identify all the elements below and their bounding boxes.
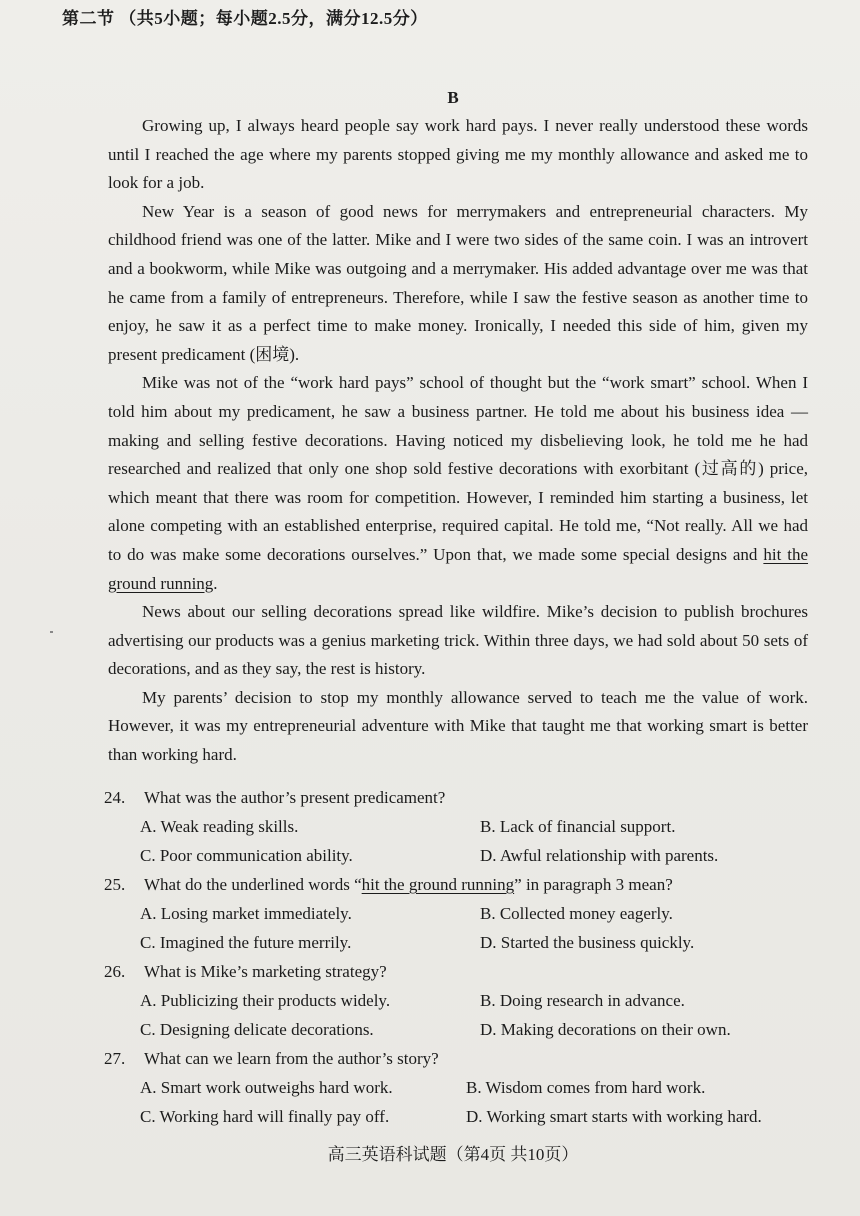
page-footer: 高三英语科试题（第4页 共10页） bbox=[327, 1145, 579, 1164]
options-row-cd bbox=[104, 928, 816, 957]
question-underlined-phrase: hit the ground running bbox=[361, 875, 515, 894]
question-number: 26. bbox=[104, 962, 126, 981]
question-text: What was the author’s present predicament? bbox=[144, 788, 446, 807]
option-a[interactable]: A. Losing market immediately. bbox=[140, 904, 352, 923]
paragraph-2: New Year is a season of good news for merrymakers and entrepreneurial characters. My childhood friend was one of the latter. Mike and I were two sides of the same coin. I was an introvert and a bookworm, while Mike was outgoing and a merrymaker. His added advantage over me was that he came from a family of entrepreneurs. Therefore, while I saw the festive season as another time to enjoy, he saw it as a perfect time to make money. Ironically, I needed this side of him, given my present predicament (困境). bbox=[108, 201, 808, 364]
option-b[interactable]: B. Wisdom comes from hard work. bbox=[466, 1078, 706, 1097]
question-number: 25. bbox=[104, 875, 126, 894]
question-26 bbox=[104, 957, 816, 1044]
paragraph-3-text: Mike was not of the “work hard pays” school of thought but the “work smart” school. When I told him about my predicament, he saw a business partner. He told me about his business idea — making and selling festive decorations. Having noticed my disbelieving look, he told me he had researched and realized that only one shop sold festive decorations with exorbitant (过高的) price, which meant that there was room for competition. However, I reminded him starting a business, let alone competing with an established enterprise, required capital. He told me, “Not really. All we had to do was make some decorations ourselves.” Upon that, we made some special designs and bbox=[108, 373, 808, 564]
question-text-end: ” in paragraph 3 mean? bbox=[514, 875, 673, 894]
paragraph-5: My parents’ decision to stop my monthly allowance served to teach me the value of work. However, it was my entrepreneurial adventure with Mike that taught me that working smart is better than working hard. bbox=[108, 687, 808, 765]
paragraph-4: News about our selling decorations spread like wildfire. Mike’s decision to publish brochures advertising our products was a genius marketing trick. Within three days, we had sold about 50 sets of decorations, and as they say, the rest is history. bbox=[108, 602, 808, 679]
options-row-cd bbox=[104, 1102, 816, 1131]
option-a[interactable]: A. Smart work outweighs hard work. bbox=[140, 1078, 393, 1097]
underlined-phrase: hit the ground running bbox=[108, 544, 809, 593]
question-25 bbox=[104, 870, 816, 957]
section-header: 第二节 （共5小题；每小题2.5分，满分12.5分） bbox=[62, 9, 428, 28]
margin-mark bbox=[50, 631, 53, 633]
option-d[interactable]: D. Working smart starts with working hard. bbox=[466, 1107, 762, 1126]
option-b[interactable]: B. Lack of financial support. bbox=[480, 817, 676, 836]
question-number: 24. bbox=[104, 788, 126, 807]
question-list bbox=[104, 783, 816, 1131]
option-d[interactable]: D. Started the business quickly. bbox=[480, 933, 695, 952]
option-c[interactable]: C. Working hard will finally pay off. bbox=[140, 1107, 390, 1126]
passage-label: B bbox=[447, 88, 459, 107]
options-row-cd bbox=[104, 1015, 816, 1044]
options-row-ab bbox=[104, 986, 816, 1015]
option-c[interactable]: C. Imagined the future merrily. bbox=[140, 933, 352, 952]
options-row-cd bbox=[104, 841, 816, 870]
option-d[interactable]: D. Awful relationship with parents. bbox=[480, 846, 719, 865]
options-row-ab bbox=[104, 899, 816, 928]
question-text-start: What do the underlined words “ bbox=[144, 875, 362, 894]
options-row-ab bbox=[104, 812, 816, 841]
paragraph-3 bbox=[108, 369, 808, 598]
option-d[interactable]: D. Making decorations on their own. bbox=[480, 1020, 731, 1039]
question-stem bbox=[104, 957, 816, 986]
option-c[interactable]: C. Poor communication ability. bbox=[140, 846, 353, 865]
question-number: 27. bbox=[104, 1049, 126, 1068]
question-27 bbox=[104, 1044, 816, 1131]
reading-passage bbox=[108, 112, 808, 770]
question-24 bbox=[104, 783, 816, 870]
paragraph-3-end: . bbox=[213, 573, 218, 593]
option-b[interactable]: B. Collected money eagerly. bbox=[480, 904, 673, 923]
option-b[interactable]: B. Doing research in advance. bbox=[480, 991, 685, 1010]
paragraph-1: Growing up, I always heard people say work hard pays. I never really understood these words until I reached the age where my parents stopped giving me my monthly allowance and asked me to look for a job. bbox=[108, 116, 808, 193]
question-text: What is Mike’s marketing strategy? bbox=[144, 962, 387, 981]
option-a[interactable]: A. Publicizing their products widely. bbox=[140, 991, 391, 1010]
option-c[interactable]: C. Designing delicate decorations. bbox=[140, 1020, 374, 1039]
option-a[interactable]: A. Weak reading skills. bbox=[140, 817, 299, 836]
question-stem bbox=[104, 783, 816, 812]
question-text: What can we learn from the author’s story? bbox=[144, 1049, 439, 1068]
question-stem bbox=[104, 870, 816, 899]
question-stem bbox=[104, 1044, 816, 1073]
options-row-ab bbox=[104, 1073, 816, 1102]
